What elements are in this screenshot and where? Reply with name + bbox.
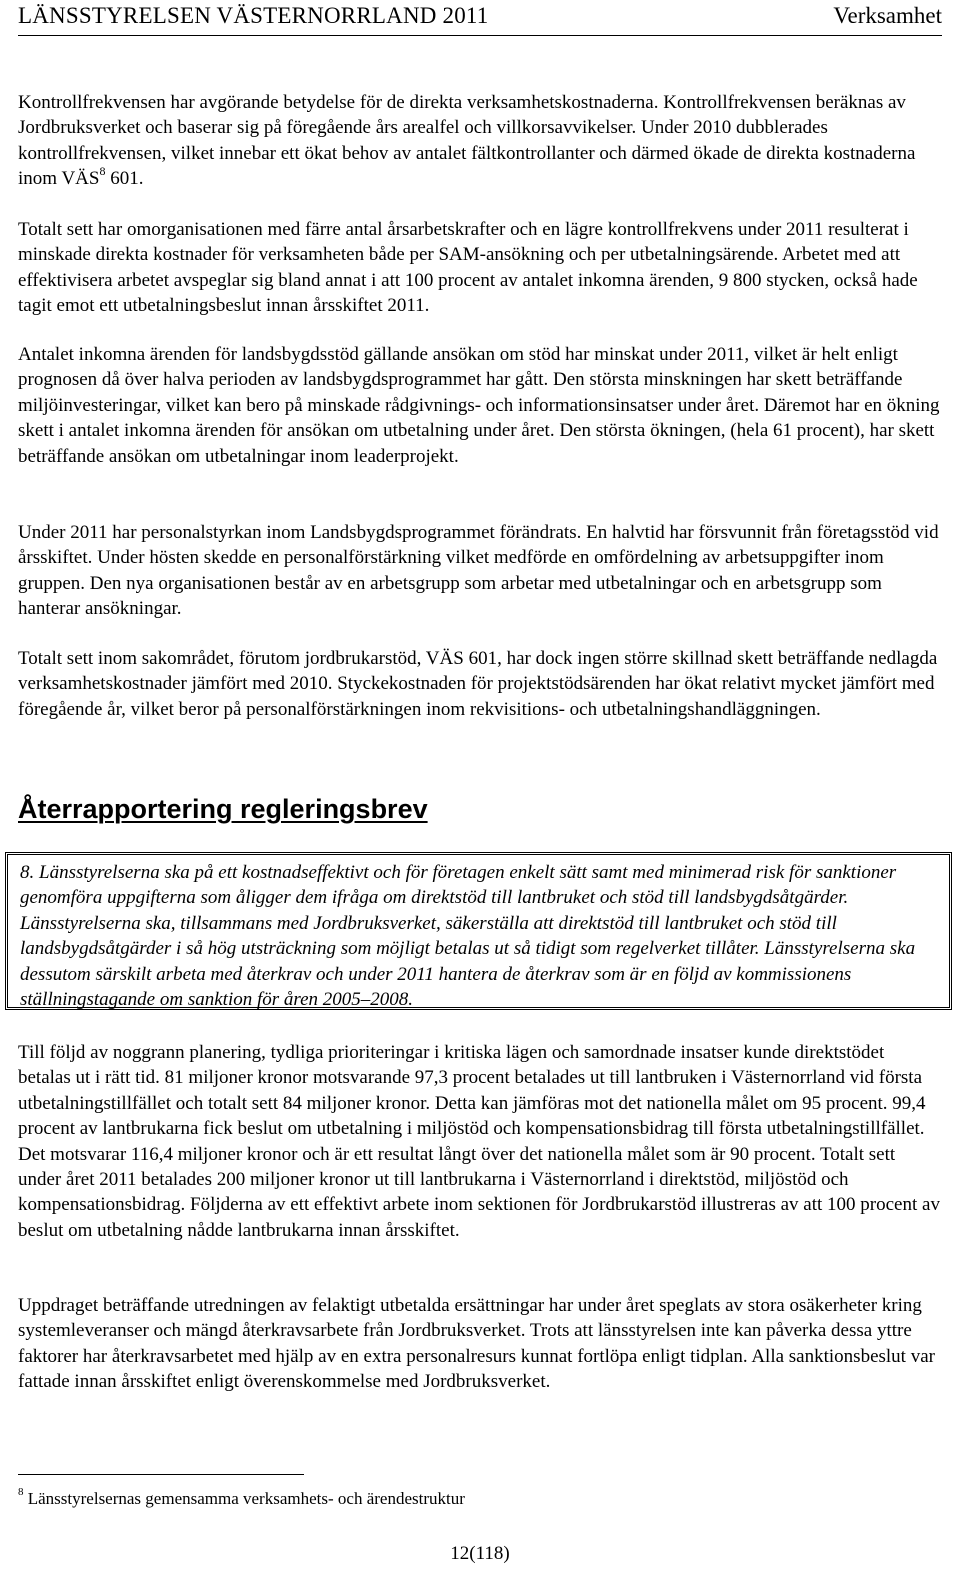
paragraph-staffing <box>18 520 940 622</box>
footnote-rule <box>18 1474 304 1475</box>
page-header <box>18 2 942 32</box>
paragraph-text: Till följd av noggrann planering, tydliga prioriteringar i kritiska lägen och samordnade insatser kunde direktstödet betalas ut i rätt tid. 81 miljoner kronor motsvarande 97,3 procent betalades ut till lantbruken i Västernorrland vid första utbetalningstillfället och totalt sett 84 miljoner kronor. Detta kan jämföras mot det nationella målet om 95 procent. 99,4 procent av lantbrukarna fick beslut om utbetalning i miljöstöd och kompensationsbidrag till första utbetalningstillfället. Det motsvarar 116,4 miljoner kronor och är ett resultat långt över det nationella målet som är 90 procent. Totalt sett under året 2011 betalades 200 miljoner kronor ut till lantbrukarna i Västernorrland i direktstöd, miljöstöd och kompensationsbidrag. Följderna av ett effektivt arbete inom sektionen för Jordbrukarstöd illustreras av att 100 procent av beslut om utbetalning nådde lantbrukarna innan årsskiftet. <box>18 1042 940 1241</box>
header-section: Verksamhet <box>833 3 942 28</box>
paragraph-reorganisation <box>18 217 940 319</box>
paragraph-text: Kontrollfrekvensen har avgörande betydelse för de direkta verksamhetskostnaderna. Kontrollfrekvensen beräknas av Jordbruksverket och baserar sig på föregående års arealfel och villkorsavvikelser. Under 2010 dubblerades kontrollfrekvensen, vilket innebar ett ökat behov av antalet fältkontrollanter och därmed ökade de direkta kostnaderna inom VÄS <box>18 92 916 190</box>
page-number: 12(118) <box>450 1543 510 1564</box>
paragraph-rural-support <box>18 342 940 469</box>
paragraph-text: Under 2011 har personalstyrkan inom Landsbygdsprogrammet förändrats. En halvtid har försvunnit från företagsstöd vid årsskiftet. Under hösten skedde en personalförstärkning vilket medförde en omfördelning av arbetsuppgifter inom gruppen. Den nya organisationen består av en arbetsgrupp som arbetar med utbetalningar och en arbetsgrupp som hanterar ansökningar. <box>18 522 939 620</box>
footnote-reference: 8 <box>99 163 106 178</box>
paragraph-control-frequency <box>18 90 940 192</box>
assignment-box <box>5 852 952 1010</box>
assignment-text: 8. Länsstyrelserna ska på ett kostnadseffektivt och för företagen enkelt sätt samt med minimerad risk för sanktioner genomföra uppgifterna som åligger dem ifråga om direktstöd till lantbruket och stöd till landsbygdsåtgärder. Länsstyrelserna ska, tillsammans med Jordbruksverket, säkerställa att direktstöd till lantbruket och stöd till landsbygdsåtgärder i så hög utsträckning som möjligt betalas ut så tidigt som regelverket tillåter. Länsstyrelserna ska dessutom särskilt arbeta med återkrav och under 2011 hantera de återkrav som är en följd av kommissionens ställningstagande om sanktion för åren 2005–2008. <box>20 862 916 1011</box>
header-rule <box>18 35 942 36</box>
paragraph-text: Uppdraget beträffande utredningen av felaktigt utbetalda ersättningar har under året speglats av stora osäkerheter kring systemleveranser och mängd återkravsarbete från Jordbruksverket. Trots att länsstyrelsen inte kan påverka dessa yttre faktorer har återkravsarbetet med hjälp av en extra personalresurs kunnat fortlöpa enligt tidplan. Alla sanktionsbeslut var fattade innan årsskiftet enligt överenskommelse med Jordbruksverket. <box>18 1295 935 1393</box>
paragraph-direct-support-result <box>18 1040 940 1243</box>
paragraph-text: Totalt sett har omorganisationen med färre antal årsarbetskrafter och en lägre kontrollfrekvens under 2011 resulterat i minskade direkta kostnader för verksamheten både per SAM-ansökning och per utbetalningsärende. Arbetet med att effektivisera arbetet avspeglar sig bland annat i att 100 procent av antalet inkomna ärenden, 9 800 stycken, också hade tagit emot ett utbetalningsbeslut innan årsskiftet 2011. <box>18 219 918 317</box>
paragraph-text-end: 601. <box>105 168 144 190</box>
paragraph-text: Totalt sett inom sakområdet, förutom jordbrukarstöd, VÄS 601, har dock ingen större skillnad skett beträffande nedlagda verksamhetskostnader jämfört med 2010. Styckekostnaden för projektstödsärenden har ökat relativt mycket jämfört med föregående år, vilket beror på personalförstärkningen inom rekvisitions- och utbetalningshandläggningen. <box>18 648 938 720</box>
section-heading: Återrapportering regleringsbrev <box>18 794 428 824</box>
paragraph-text: Antalet inkomna ärenden för landsbygdsstöd gällande ansökan om stöd har minskat under 2011, vilket är helt enligt prognosen då över halva perioden av landsbygdsprogrammet har gått. Den största minskningen har skett beträffande miljöinvesteringar, vilket kan bero på minskade rådgivnings- och informationsinsatser under året. Däremot har en ökning skett i antalet inkomna ärenden för ansökan om utbetalning under året. Den största ökningen, (hela 61 procent), har skett beträffande ansökan om utbetalningar inom leaderprojekt. <box>18 344 940 467</box>
paragraph-costs <box>18 646 940 722</box>
footnote-marker: 8 <box>18 1486 24 1499</box>
header-organization: LÄNSSTYRELSEN VÄSTERNORRLAND 2011 <box>18 3 489 28</box>
paragraph-recovery-work <box>18 1293 940 1395</box>
footnote-text: Länsstyrelsernas gemensamma verksamhets- och ärendestruktur <box>23 1489 465 1508</box>
footnote <box>18 1488 465 1510</box>
